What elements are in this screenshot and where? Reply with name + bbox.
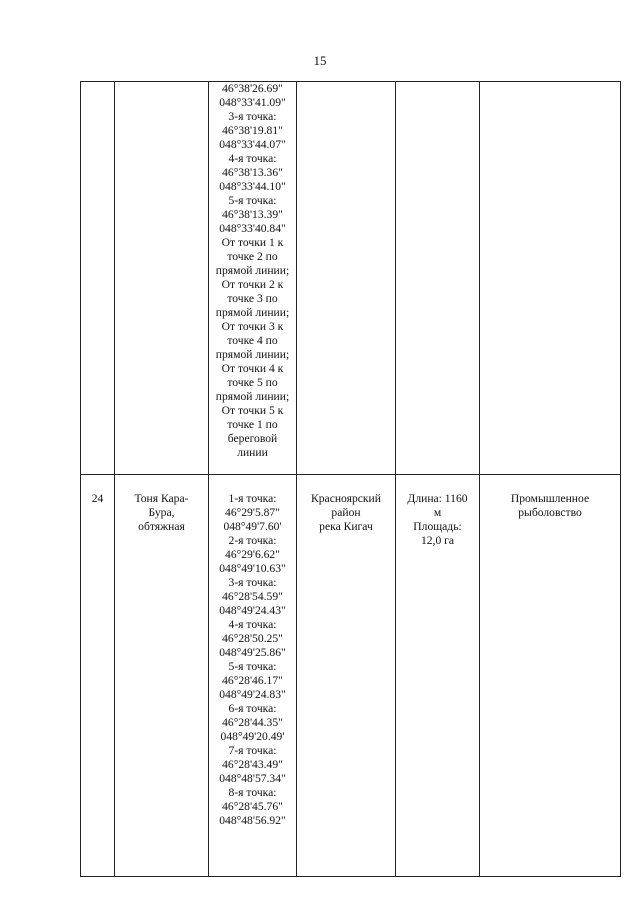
cell-line: Площадь: [413,520,462,533]
cell-line: От точки 4 к [221,362,284,375]
table-row [81,82,621,475]
cell-line: 3-я точка: [228,110,277,123]
cell-line: 048°48'57.34" [219,772,286,785]
cell-line: 5-я точка: [228,660,277,673]
cell-line: 46°28'46.17" [222,674,283,687]
use-cell [480,475,621,877]
cell-line: точке 5 по [227,376,278,389]
use-cell [480,82,621,475]
cell-line: рыболовство [518,506,582,519]
cell-line: Тоня Кара- [134,492,189,505]
site-name-cell [115,82,209,475]
cell-line: 048°48'56.92" [219,814,286,827]
row-number-cell: 24 [81,475,115,877]
cell-line: 46°28'50.25" [222,632,283,645]
cell-line: 048°49'25.86" [219,646,286,659]
cell-line: 4-я точка: [228,152,277,165]
row-number-cell [81,82,115,475]
cell-line: 46°28'54.59" [222,590,283,603]
cell-line: 5-я точка: [228,194,277,207]
coordinates-cell [209,82,297,475]
cell-line: 048°33'44.10" [219,180,286,193]
cell-line: 46°29'5.87" [225,506,280,519]
coordinates-cell [209,475,297,877]
cell-line: точке 3 по [227,292,278,305]
cell-line: 8-я точка: [228,786,277,799]
cell-line: 7-я точка: [228,744,277,757]
cell-line: 46°28'45.76" [222,800,283,813]
page-number: 15 [313,53,327,68]
cell-line: 46°38'26.69" [222,82,283,95]
cell-line: 2-я точка: [228,534,277,547]
cell-line: район [331,506,361,519]
cell-line: точке 1 по [227,418,278,431]
site-name-cell [115,475,209,877]
cell-line: линии [237,446,268,459]
cell-line: обтяжная [138,520,185,533]
cell-line: От точки 3 к [221,320,284,333]
cell-line: прямой линии; [215,390,290,403]
location-cell [297,475,396,877]
cell-line: 048°33'44.07" [219,138,286,151]
cell-line: м [433,506,442,519]
cell-line: 048°49'7.60' [223,520,282,533]
cell-line: 46°28'43.49" [222,758,283,771]
size-cell [396,475,480,877]
cell-line: От точки 1 к [221,236,284,249]
cell-line: 048°49'24.83" [219,688,286,701]
location-cell [297,82,396,475]
cell-line: От точки 2 к [221,278,284,291]
cell-line: точке 2 по [227,250,278,263]
cell-line: 048°49'10.63" [219,562,286,575]
cell-line: Красноярский [311,492,381,505]
cell-line: 46°28'44.35" [222,716,283,729]
cell-line: 048°49'24.43" [219,604,286,617]
cell-line: 1-я точка: [228,492,277,505]
cell-line: 4-я точка: [228,618,277,631]
cell-line: 048°33'40.84" [219,222,286,235]
cell-line: Длина: 1160 [407,492,468,505]
table-row [81,475,621,877]
cell-line: 12,0 га [420,534,455,547]
cell-line: прямой линии; [215,264,290,277]
cell-line: 46°29'6.62" [225,548,280,561]
cell-line: 048°49'20.49' [220,730,285,743]
size-cell [396,82,480,475]
cell-line: река Кигач [319,520,373,533]
cell-line: Бура, [148,506,175,519]
cell-line: 3-я точка: [228,576,277,589]
cell-line: береговой [227,432,278,445]
cell-line: прямой линии; [215,306,290,319]
cell-line: Промышленное [510,492,590,505]
cell-line: точке 4 по [227,334,278,347]
cell-line: 46°38'13.36" [222,166,283,179]
cell-line: 6-я точка: [228,702,277,715]
cell-line: прямой линии; [215,348,290,361]
cell-line: 46°38'19.81" [222,124,283,137]
cell-line: От точки 5 к [221,404,284,417]
cell-line: 048°33'41.09" [219,96,286,109]
registry-table [80,81,621,877]
cell-line: 46°38'13.39" [222,208,283,221]
